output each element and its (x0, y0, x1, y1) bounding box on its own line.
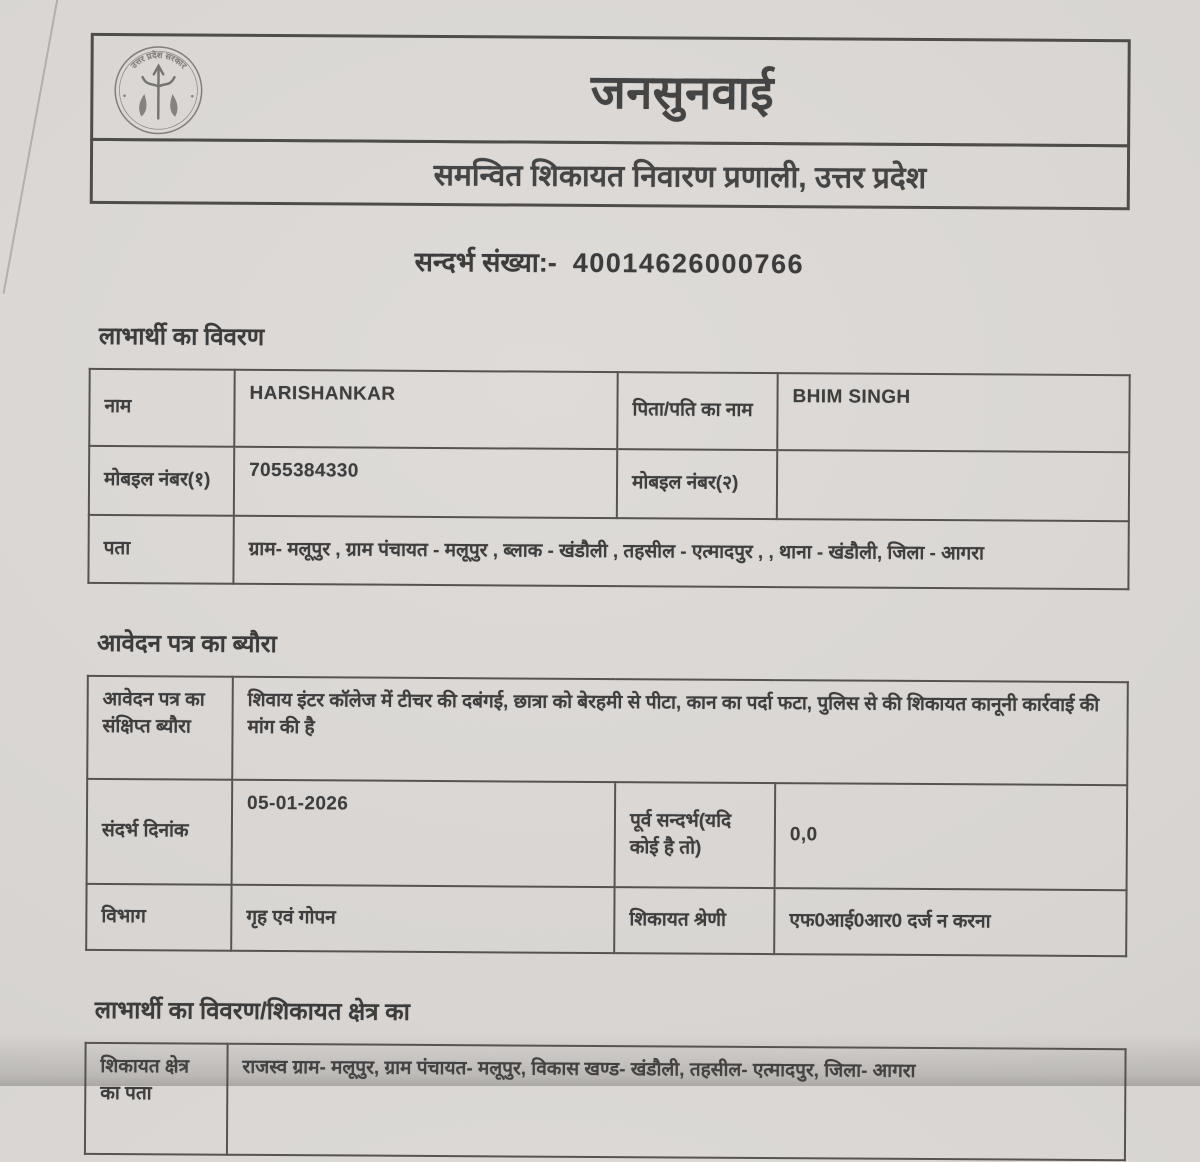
application-table (85, 675, 1129, 957)
brief-label: आवेदन पत्र का संक्षिप्त ब्यौरा (87, 676, 233, 780)
beneficiary-table (87, 368, 1130, 590)
beneficiary-section-heading: लाभार्थी का विवरण (98, 322, 265, 351)
reference-number: 40014626000766 (572, 247, 805, 280)
complaint-area-address-label: शिकायत क्षेत्र का पता (85, 1043, 228, 1155)
complaint-area-section-heading: लाभार्थी का विवरण/शिकायत क्षेत्र का (94, 996, 410, 1026)
table-row (85, 1043, 1126, 1160)
svg-text:उत्तर प्रदेश सरकार: उत्तर प्रदेश सरकार (128, 49, 189, 71)
header-subtitle-box (90, 139, 1130, 210)
table-row (87, 779, 1128, 890)
reference-label: सन्दर्भ संख्या:- (414, 246, 557, 278)
complaint-category-value: एफ0आई0आर0 दर्ज न करना (774, 888, 1126, 956)
department-label: विभाग (86, 884, 231, 951)
mobile2-label: मोबइल नंबर(२) (617, 449, 777, 519)
address-value: ग्राम- मलूपुर , ग्राम पंचायत - मलूपुर , ब्लाक - खंडौली , तहसील - एत्मादपुर , , थाना - खंडौली, जिला - आगरा (233, 516, 1128, 589)
previous-reference-value: 0,0 (775, 783, 1128, 890)
mobile2-value (777, 450, 1129, 521)
up-government-emblem-icon (111, 43, 206, 138)
reference-line (89, 240, 1129, 283)
page-title: जनसुनवाई (590, 64, 775, 120)
table-row (89, 446, 1129, 521)
father-husband-label: पिता/पति का नाम (617, 372, 777, 450)
application-section-heading: आवेदन पत्र का ब्यौरा (96, 629, 277, 659)
table-row (87, 676, 1128, 785)
complaint-area-address-value: राजस्व ग्राम- मलूपुर, ग्राम पंचायत- मलूपुर, विकास खण्ड- खंडौली, तहसील- एत्मादपुर, जिला- आगरा (227, 1044, 1126, 1160)
previous-reference-label: पूर्व सन्दर्भ(यदि कोई है तो) (615, 782, 776, 888)
address-label: पता (88, 515, 233, 584)
header-title-box (90, 33, 1131, 147)
table-row (88, 515, 1128, 589)
reference-date-value: 05-01-2026 (232, 780, 616, 887)
father-husband-value: BHIM SINGH (777, 373, 1129, 452)
page-edge-crease (3, 0, 64, 294)
table-row (89, 369, 1129, 452)
reference-date-label: संदर्भ दिनांक (87, 779, 233, 885)
department-value: गृह एवं गोपन (231, 885, 614, 953)
brief-value: शिवाय इंटर कॉलेज में टीचर की दबंगई, छात्रा को बेरहमी से पीटा, कान का पर्दा फटा, पुलिस से की शिकायत कानूनी कार्रवाई की मांग की है (232, 677, 1128, 785)
system-subtitle: समन्वित शिकायत निवारण प्रणाली, उत्तर प्रदेश (433, 158, 927, 195)
complaint-area-table (84, 1042, 1127, 1161)
complaint-category-label: शिकायत श्रेणी (614, 887, 774, 954)
mobile1-label: मोबइल नंबर(१) (89, 446, 234, 516)
name-value: HARISHANKAR (234, 370, 617, 449)
table-row (86, 884, 1126, 956)
mobile1-value: 7055384330 (234, 447, 617, 518)
name-label: नाम (89, 369, 234, 447)
